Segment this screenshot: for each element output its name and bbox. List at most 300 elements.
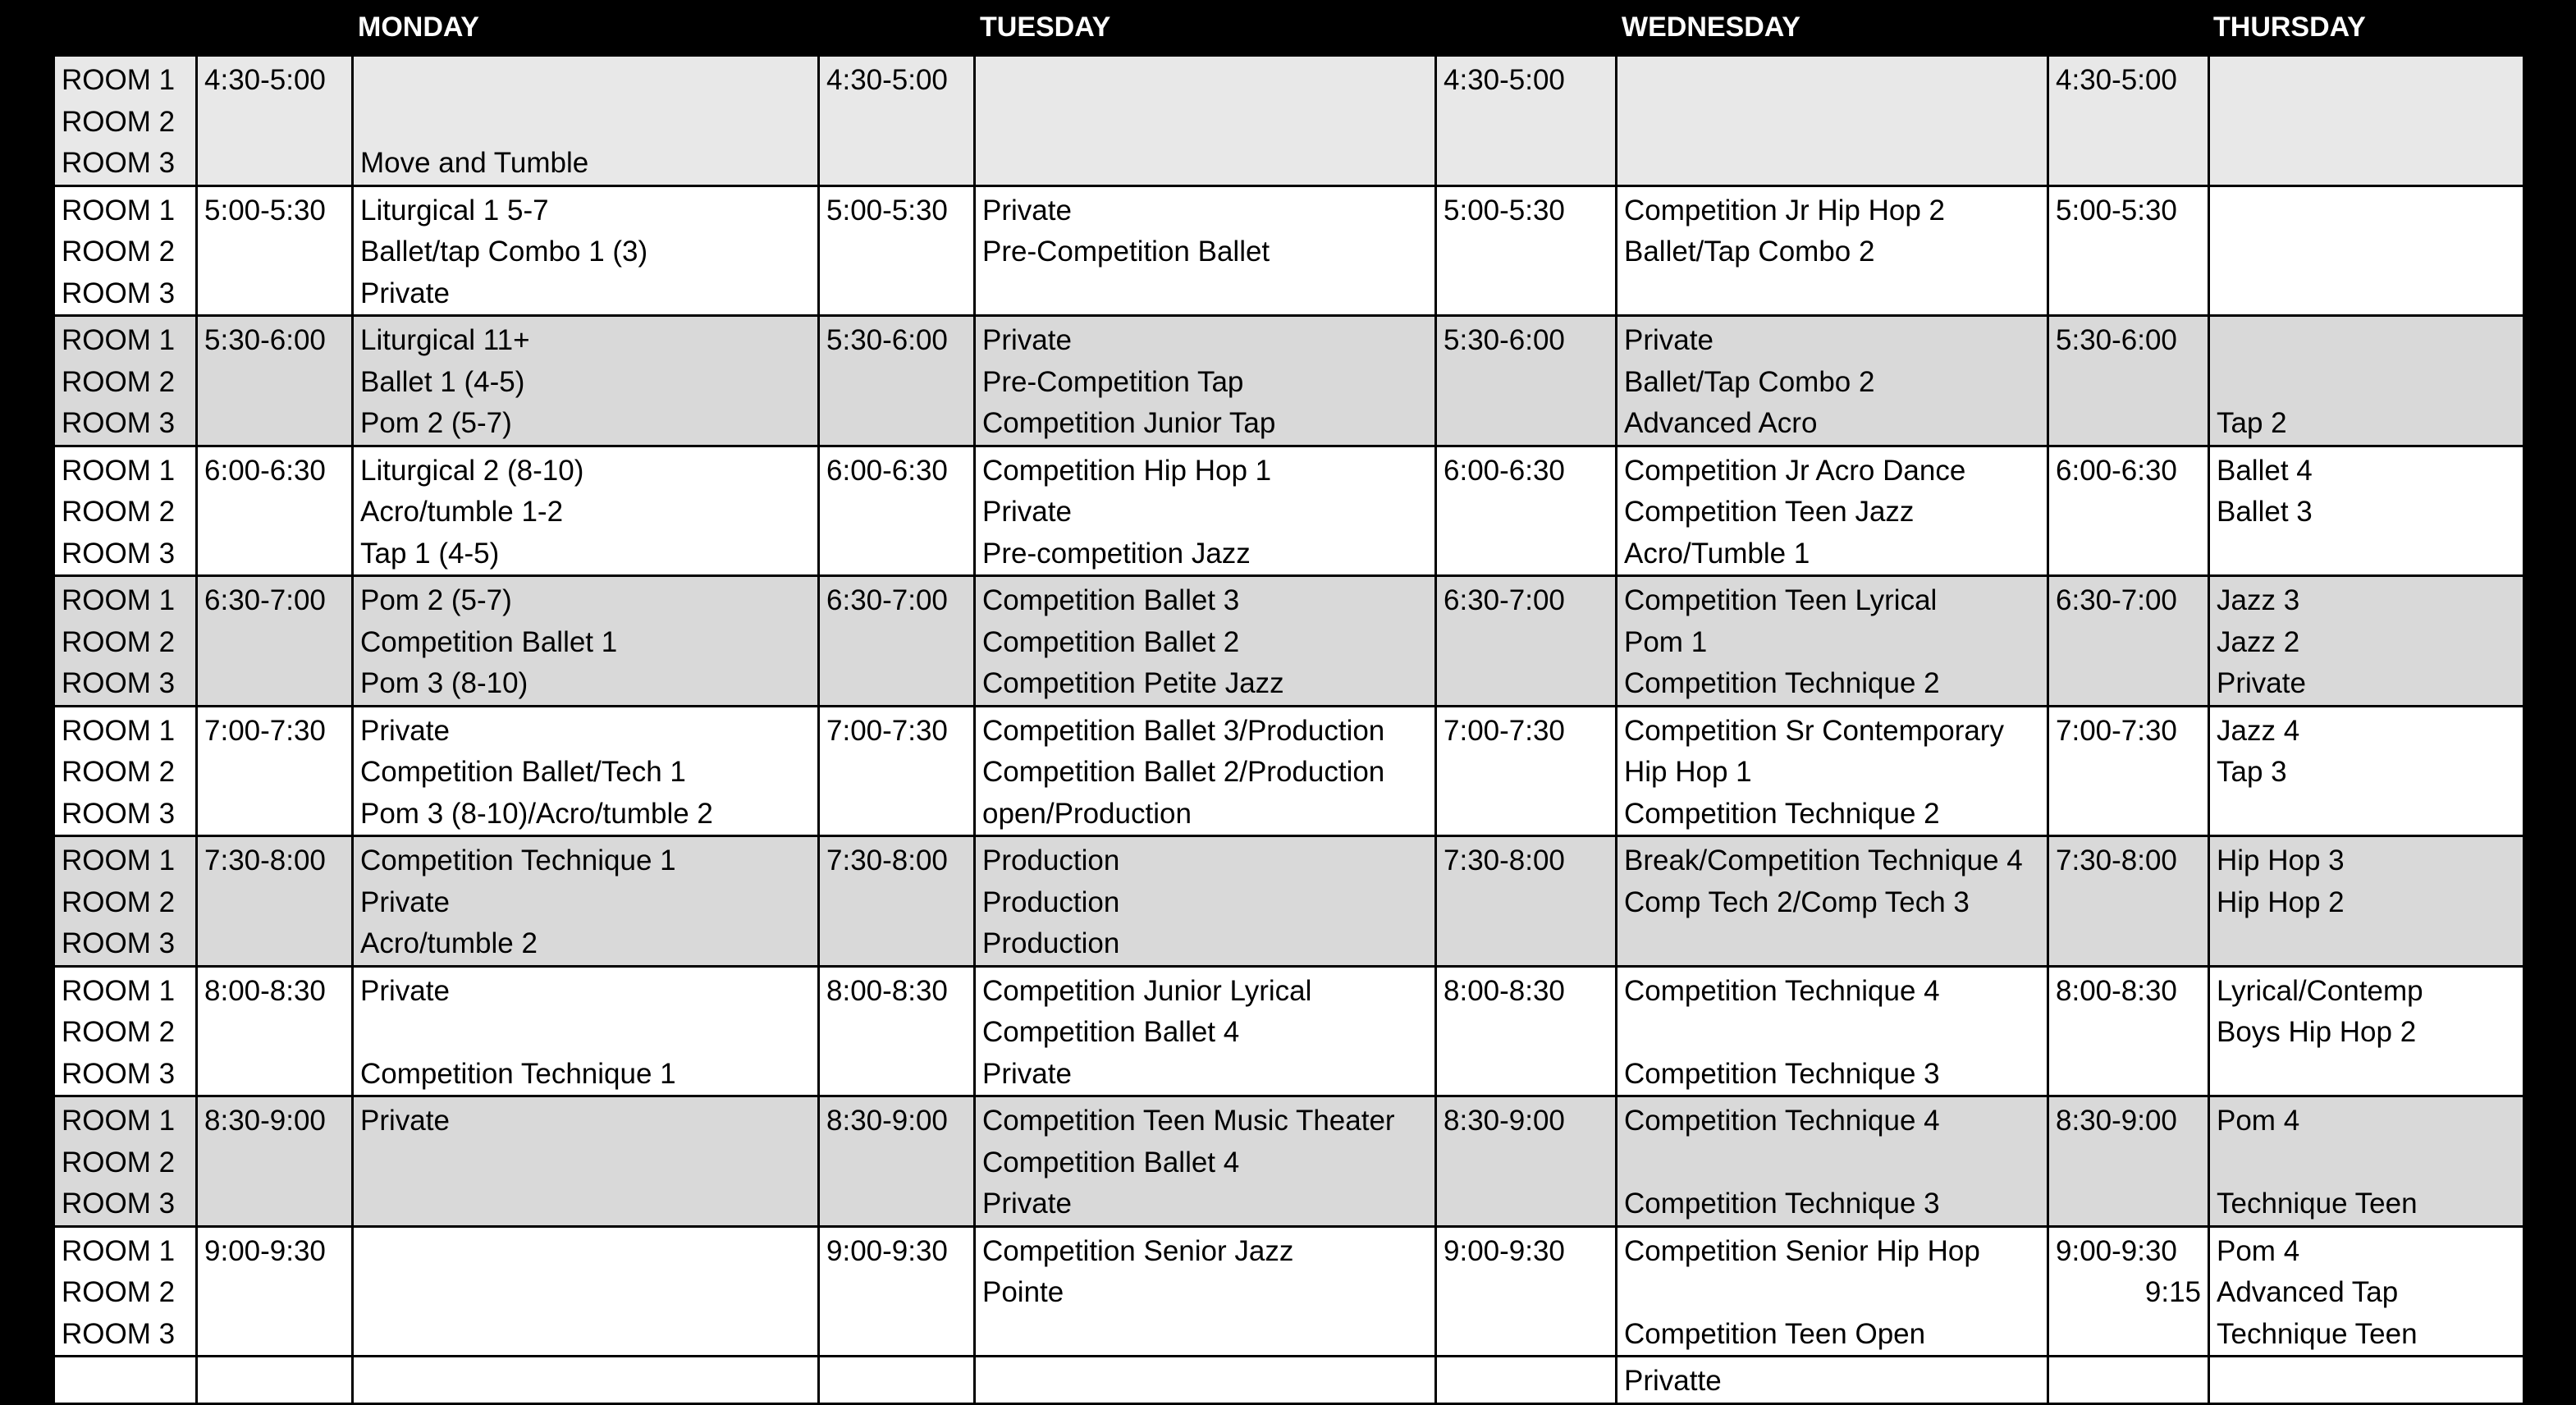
room-label: ROOM 2 bbox=[62, 756, 176, 788]
thursday-time-cell bbox=[2048, 185, 2209, 316]
class-entry: Competition Hip Hop 1 bbox=[982, 454, 1272, 487]
class-entry: Production bbox=[982, 844, 1120, 876]
class-entry: Competition Ballet 4 bbox=[982, 1146, 1240, 1178]
tuesday-class-cell bbox=[975, 706, 1436, 836]
time-slot: 4:30-5:00 bbox=[2056, 64, 2177, 96]
monday-time-cell bbox=[197, 836, 353, 967]
schedule-block bbox=[54, 446, 2524, 576]
wednesday-time-cell bbox=[1436, 185, 1617, 316]
last-row-monday-time-cell bbox=[197, 1357, 353, 1404]
class-entry: Pre-Competition Ballet bbox=[982, 236, 1270, 268]
monday-class-cell bbox=[353, 576, 819, 707]
tuesday-time-cell bbox=[819, 56, 975, 186]
schedule-block bbox=[54, 1096, 2524, 1227]
class-entry: Competition Ballet 4 bbox=[982, 1016, 1240, 1048]
time-slot: 6:00-6:30 bbox=[1444, 454, 1565, 487]
class-entry: Tap 1 (4-5) bbox=[360, 537, 500, 570]
wednesday-class-cell bbox=[1617, 966, 2048, 1096]
tuesday-class-cell bbox=[975, 446, 1436, 576]
time-slot: 9:00-9:30 bbox=[204, 1234, 326, 1267]
class-entry: Competition Ballet 3/Production bbox=[982, 714, 1385, 747]
thursday-time-cell bbox=[2048, 576, 2209, 707]
class-entry bbox=[2217, 231, 2516, 273]
monday-class-cell bbox=[353, 446, 819, 576]
tuesday-time-cell bbox=[819, 185, 975, 316]
schedule-block bbox=[54, 316, 2524, 446]
time-slot: 6:30-7:00 bbox=[826, 584, 948, 616]
class-entry: Hip Hop 3 bbox=[2217, 844, 2345, 876]
monday-class-cell bbox=[353, 966, 819, 1096]
schedule-block bbox=[54, 1226, 2524, 1357]
time-slot: 4:30-5:00 bbox=[204, 64, 326, 96]
room-label: ROOM 3 bbox=[62, 407, 176, 439]
last-row-monday-class-cell bbox=[353, 1357, 819, 1404]
class-entry: Pom 1 bbox=[1624, 625, 1708, 658]
room-cell bbox=[54, 836, 197, 967]
class-entry: Advanced Tap bbox=[2217, 1276, 2399, 1308]
class-entry bbox=[1624, 1012, 2040, 1054]
time-slot: 8:00-8:30 bbox=[2056, 974, 2177, 1007]
room-cell bbox=[54, 1096, 197, 1227]
class-entry: Ballet 1 (4-5) bbox=[360, 365, 525, 398]
thursday-class-cell bbox=[2209, 966, 2524, 1096]
thursday-class-cell bbox=[2209, 446, 2524, 576]
class-entry: Acro/tumble 1-2 bbox=[360, 496, 564, 528]
room-label: ROOM 1 bbox=[62, 454, 176, 487]
room-label: ROOM 1 bbox=[62, 194, 176, 227]
wednesday-time-cell bbox=[1436, 836, 1617, 967]
monday-time-cell bbox=[197, 446, 353, 576]
time-slot: 5:30-6:00 bbox=[2056, 324, 2177, 356]
class-entry: Pom 2 (5-7) bbox=[360, 407, 512, 439]
schedule-table bbox=[53, 54, 2525, 1405]
wednesday-time-cell bbox=[1436, 316, 1617, 446]
tuesday-class-cell bbox=[975, 576, 1436, 707]
class-entry: Private bbox=[360, 277, 450, 309]
class-entry: Private bbox=[2217, 667, 2306, 699]
class-entry: Competition Sr Contemporary bbox=[1624, 714, 2004, 747]
schedule-row-last bbox=[54, 1357, 2524, 1404]
class-entry: Competition Teen Open bbox=[1624, 1317, 1926, 1350]
thursday-time-cell bbox=[2048, 836, 2209, 967]
class-entry: Tap 2 bbox=[2217, 407, 2287, 439]
class-entry: Ballet/Tap Combo 2 bbox=[1624, 236, 1875, 268]
thursday-class-cell bbox=[2209, 836, 2524, 967]
class-entry: Competition Jr Hip Hop 2 bbox=[1624, 194, 1945, 227]
tuesday-class-cell bbox=[975, 1096, 1436, 1227]
thursday-class-cell bbox=[2209, 706, 2524, 836]
class-entry bbox=[2217, 533, 2516, 575]
class-entry: Competition Jr Acro Dance bbox=[1624, 454, 1966, 487]
class-entry: Ballet/tap Combo 1 (3) bbox=[360, 236, 648, 268]
tuesday-time-cell bbox=[819, 706, 975, 836]
wednesday-time-cell bbox=[1436, 576, 1617, 707]
day-header-wednesday: WEDNESDAY bbox=[1622, 11, 1800, 43]
class-entry: Liturgical 1 5-7 bbox=[360, 194, 549, 227]
wednesday-class-cell bbox=[1617, 316, 2048, 446]
class-entry bbox=[1624, 923, 2040, 965]
wednesday-class-cell bbox=[1617, 836, 2048, 967]
class-entry: Competition Technique 1 bbox=[360, 1057, 676, 1090]
class-entry: Liturgical 11+ bbox=[360, 324, 530, 356]
time-slot: 5:00-5:30 bbox=[2056, 194, 2177, 227]
time-slot: 5:00-5:30 bbox=[204, 194, 326, 227]
day-header-monday: MONDAY bbox=[358, 11, 479, 43]
time-slot: 7:30-8:00 bbox=[1444, 844, 1565, 876]
room-cell bbox=[54, 1226, 197, 1357]
room-label: ROOM 3 bbox=[62, 1188, 176, 1220]
tuesday-class-cell bbox=[975, 56, 1436, 186]
class-entry bbox=[360, 1231, 811, 1273]
class-entry bbox=[360, 1012, 811, 1054]
class-entry: Competition Technique 2 bbox=[1624, 667, 1940, 699]
wednesday-class-cell bbox=[1617, 576, 2048, 707]
last-row-wednesday-class-cell bbox=[1617, 1357, 2048, 1404]
last-row-wednesday-class: Privatte bbox=[1624, 1365, 1722, 1397]
class-entry: Acro/Tumble 1 bbox=[1624, 537, 1810, 570]
thursday-time-cell bbox=[2048, 316, 2209, 446]
schedule-block bbox=[54, 56, 2524, 186]
time-slot: 6:00-6:30 bbox=[2056, 454, 2177, 487]
class-entry bbox=[360, 1314, 811, 1356]
tuesday-class-cell bbox=[975, 185, 1436, 316]
time-slot: 7:30-8:00 bbox=[2056, 844, 2177, 876]
room-label: ROOM 2 bbox=[62, 365, 176, 398]
room-label: ROOM 3 bbox=[62, 667, 176, 699]
time-slot: 6:30-7:00 bbox=[2056, 584, 2177, 616]
last-row-room-cell bbox=[54, 1357, 197, 1404]
class-entry: Private bbox=[982, 194, 1072, 227]
class-entry bbox=[1624, 1272, 2040, 1314]
thursday-class-cell bbox=[2209, 56, 2524, 186]
class-entry: Move and Tumble bbox=[360, 147, 589, 179]
thursday-class-cell bbox=[2209, 185, 2524, 316]
class-entry bbox=[2217, 190, 2516, 232]
class-entry bbox=[2217, 273, 2516, 315]
room-label: ROOM 1 bbox=[62, 1105, 176, 1137]
last-row-tuesday-class-cell bbox=[975, 1357, 1436, 1404]
class-entry bbox=[2217, 143, 2516, 185]
time-slot: 8:30-9:00 bbox=[2056, 1105, 2177, 1137]
thursday-class-cell bbox=[2209, 576, 2524, 707]
tuesday-class-cell bbox=[975, 1226, 1436, 1357]
thursday-time-cell bbox=[2048, 706, 2209, 836]
room-label: ROOM 1 bbox=[62, 324, 176, 356]
class-entry: Competition Technique 3 bbox=[1624, 1188, 1940, 1220]
class-entry: Competition Petite Jazz bbox=[982, 667, 1284, 699]
room-cell bbox=[54, 706, 197, 836]
monday-class-cell bbox=[353, 1226, 819, 1357]
class-entry: Competition Technique 1 bbox=[360, 844, 676, 876]
time-slot: 8:00-8:30 bbox=[204, 974, 326, 1007]
time-slot: 9:00-9:30 bbox=[826, 1234, 948, 1267]
monday-class-cell bbox=[353, 836, 819, 967]
wednesday-class-cell bbox=[1617, 446, 2048, 576]
class-entry: Advanced Acro bbox=[1624, 407, 1818, 439]
room-cell bbox=[54, 56, 197, 186]
wednesday-time-cell bbox=[1436, 966, 1617, 1096]
thursday-time-cell bbox=[2048, 1096, 2209, 1227]
class-entry bbox=[1624, 273, 2040, 315]
class-entry: Competition Teen Lyrical bbox=[1624, 584, 1938, 616]
wednesday-time-cell bbox=[1436, 706, 1617, 836]
schedule-body bbox=[54, 56, 2524, 1404]
time-slot: 6:00-6:30 bbox=[826, 454, 948, 487]
class-entry: Pom 3 (8-10) bbox=[360, 667, 528, 699]
tuesday-class-cell bbox=[975, 316, 1436, 446]
class-entry: Pre-competition Jazz bbox=[982, 537, 1251, 570]
class-entry: Ballet 4 bbox=[2217, 454, 2313, 487]
room-label: ROOM 3 bbox=[62, 147, 176, 179]
class-entry bbox=[982, 1314, 1428, 1356]
room-label: ROOM 2 bbox=[62, 625, 176, 658]
time-slot-extra: 9:15 bbox=[2144, 1276, 2201, 1308]
time-slot: 8:00-8:30 bbox=[1444, 974, 1565, 1007]
class-entry bbox=[2217, 1054, 2516, 1096]
class-entry: Production bbox=[982, 927, 1120, 959]
wednesday-time-cell bbox=[1436, 1096, 1617, 1227]
room-label: ROOM 3 bbox=[62, 797, 176, 830]
thursday-class-cell bbox=[2209, 1096, 2524, 1227]
class-entry: Pom 4 bbox=[2217, 1105, 2300, 1137]
room-label: ROOM 2 bbox=[62, 1146, 176, 1178]
class-entry bbox=[2217, 923, 2516, 965]
class-entry: Competition Technique 4 bbox=[1624, 1105, 1940, 1137]
class-entry bbox=[360, 1272, 811, 1314]
room-label: ROOM 3 bbox=[62, 537, 176, 570]
class-entry bbox=[982, 273, 1428, 315]
wednesday-class-cell bbox=[1617, 56, 2048, 186]
time-slot: 6:00-6:30 bbox=[204, 454, 326, 487]
room-label: ROOM 2 bbox=[62, 236, 176, 268]
schedule-block bbox=[54, 706, 2524, 836]
time-slot: 7:00-7:30 bbox=[2056, 714, 2177, 747]
room-label: ROOM 1 bbox=[62, 974, 176, 1007]
tuesday-time-cell bbox=[819, 446, 975, 576]
schedule-block bbox=[54, 836, 2524, 967]
schedule-block bbox=[54, 185, 2524, 316]
time-slot: 7:30-8:00 bbox=[826, 844, 948, 876]
class-entry: Production bbox=[982, 886, 1120, 918]
tuesday-class-cell bbox=[975, 836, 1436, 967]
class-entry bbox=[1624, 143, 2040, 185]
class-entry: Competition Junior Tap bbox=[982, 407, 1276, 439]
time-slot: 4:30-5:00 bbox=[826, 64, 948, 96]
tuesday-class-cell bbox=[975, 966, 1436, 1096]
class-entry bbox=[982, 143, 1428, 185]
monday-class-cell bbox=[353, 706, 819, 836]
tuesday-time-cell bbox=[819, 316, 975, 446]
class-entry bbox=[1624, 102, 2040, 144]
last-row-wednesday-time-cell bbox=[1436, 1357, 1617, 1404]
monday-time-cell bbox=[197, 706, 353, 836]
class-entry bbox=[1624, 60, 2040, 102]
class-entry: Private bbox=[982, 324, 1072, 356]
schedule-block bbox=[54, 966, 2524, 1096]
class-entry: Pre-Competition Tap bbox=[982, 365, 1244, 398]
class-entry: Hip Hop 2 bbox=[2217, 886, 2345, 918]
room-cell bbox=[54, 185, 197, 316]
time-slot: 8:30-9:00 bbox=[826, 1105, 948, 1137]
class-entry: Competition Technique 4 bbox=[1624, 974, 1940, 1007]
time-slot: 8:30-9:00 bbox=[204, 1105, 326, 1137]
class-entry: Competition Teen Music Theater bbox=[982, 1105, 1395, 1137]
time-slot: 9:00-9:30 bbox=[1444, 1234, 1565, 1267]
time-slot: 5:30-6:00 bbox=[826, 324, 948, 356]
wednesday-time-cell bbox=[1436, 1226, 1617, 1357]
time-slot: 5:30-6:00 bbox=[1444, 324, 1565, 356]
room-label: ROOM 1 bbox=[62, 714, 176, 747]
time-slot: 9:00-9:30 bbox=[2056, 1234, 2177, 1267]
class-entry bbox=[2217, 362, 2516, 404]
monday-time-cell bbox=[197, 185, 353, 316]
time-slot: 8:00-8:30 bbox=[826, 974, 948, 1007]
class-entry: Private bbox=[982, 1188, 1072, 1220]
room-label: ROOM 1 bbox=[62, 584, 176, 616]
room-label: ROOM 3 bbox=[62, 277, 176, 309]
room-label: ROOM 3 bbox=[62, 1317, 176, 1350]
time-slot: 6:30-7:00 bbox=[1444, 584, 1565, 616]
class-entry bbox=[2217, 794, 2516, 835]
monday-time-cell bbox=[197, 576, 353, 707]
class-entry bbox=[982, 102, 1428, 144]
thursday-class-cell bbox=[2209, 316, 2524, 446]
day-header-row bbox=[0, 0, 2576, 54]
day-header-tuesday: TUESDAY bbox=[980, 11, 1111, 43]
class-entry: Technique Teen bbox=[2217, 1188, 2418, 1220]
time-slot: 5:00-5:30 bbox=[1444, 194, 1565, 227]
class-entry: Liturgical 2 (8-10) bbox=[360, 454, 584, 487]
room-label: ROOM 2 bbox=[62, 496, 176, 528]
thursday-class-cell bbox=[2209, 1226, 2524, 1357]
class-entry: Jazz 3 bbox=[2217, 584, 2300, 616]
wednesday-class-cell bbox=[1617, 1226, 2048, 1357]
class-entry bbox=[1624, 1142, 2040, 1184]
wednesday-time-cell bbox=[1436, 446, 1617, 576]
class-entry: Private bbox=[360, 714, 450, 747]
room-label: ROOM 2 bbox=[62, 1276, 176, 1308]
class-entry: Pom 2 (5-7) bbox=[360, 584, 512, 616]
wednesday-class-cell bbox=[1617, 706, 2048, 836]
room-label: ROOM 2 bbox=[62, 886, 176, 918]
time-slot: 4:30-5:00 bbox=[1444, 64, 1565, 96]
room-label: ROOM 3 bbox=[62, 1057, 176, 1090]
class-entry bbox=[360, 1142, 811, 1184]
class-entry: Competition Ballet 2 bbox=[982, 625, 1240, 658]
class-entry: Private bbox=[1624, 324, 1714, 356]
class-entry: Tap 3 bbox=[2217, 756, 2287, 788]
room-label: ROOM 3 bbox=[62, 927, 176, 959]
tuesday-time-cell bbox=[819, 836, 975, 967]
tuesday-time-cell bbox=[819, 1226, 975, 1357]
tuesday-time-cell bbox=[819, 1096, 975, 1227]
class-entry: Private bbox=[982, 496, 1072, 528]
last-row-thursday-class-cell bbox=[2209, 1357, 2524, 1404]
class-entry: Competition Technique 2 bbox=[1624, 797, 1940, 830]
class-entry bbox=[2217, 60, 2516, 102]
class-entry: Competition Ballet 2/Production bbox=[982, 756, 1385, 788]
class-entry: Ballet 3 bbox=[2217, 496, 2313, 528]
monday-class-cell bbox=[353, 56, 819, 186]
time-slot: 7:00-7:30 bbox=[826, 714, 948, 747]
monday-class-cell bbox=[353, 1096, 819, 1227]
wednesday-time-cell bbox=[1436, 56, 1617, 186]
class-entry bbox=[2217, 1142, 2516, 1184]
time-slot: 5:30-6:00 bbox=[204, 324, 326, 356]
time-slot: 5:00-5:30 bbox=[826, 194, 948, 227]
class-entry: Private bbox=[982, 1057, 1072, 1090]
room-label: ROOM 2 bbox=[62, 105, 176, 138]
schedule-block bbox=[54, 576, 2524, 707]
class-entry: Hip Hop 1 bbox=[1624, 756, 1752, 788]
wednesday-class-cell bbox=[1617, 185, 2048, 316]
class-entry: Jazz 4 bbox=[2217, 714, 2300, 747]
class-entry: Competition Senior Jazz bbox=[982, 1234, 1294, 1267]
last-row-thursday-time-cell bbox=[2048, 1357, 2209, 1404]
room-label: ROOM 1 bbox=[62, 844, 176, 876]
class-entry bbox=[360, 60, 811, 102]
class-entry: Boys Hip Hop 2 bbox=[2217, 1016, 2417, 1048]
class-entry: Competition Senior Hip Hop bbox=[1624, 1234, 1980, 1267]
tuesday-time-cell bbox=[819, 576, 975, 707]
class-entry: Private bbox=[360, 974, 450, 1007]
class-entry: Pointe bbox=[982, 1276, 1064, 1308]
class-entry: Competition Ballet 3 bbox=[982, 584, 1240, 616]
class-entry bbox=[2217, 102, 2516, 144]
class-entry: Private bbox=[360, 886, 450, 918]
monday-time-cell bbox=[197, 1226, 353, 1357]
class-entry: Competition Ballet/Tech 1 bbox=[360, 756, 686, 788]
tuesday-time-cell bbox=[819, 966, 975, 1096]
room-cell bbox=[54, 316, 197, 446]
class-entry: Private bbox=[360, 1105, 450, 1137]
class-entry: Pom 4 bbox=[2217, 1234, 2300, 1267]
last-row-tuesday-time-cell bbox=[819, 1357, 975, 1404]
day-header-thursday: THURSDAY bbox=[2213, 11, 2366, 43]
time-slot: 7:30-8:00 bbox=[204, 844, 326, 876]
room-cell bbox=[54, 446, 197, 576]
class-entry: Break/Competition Technique 4 bbox=[1624, 844, 2023, 876]
time-slot: 7:00-7:30 bbox=[204, 714, 326, 747]
class-entry: Competition Technique 3 bbox=[1624, 1057, 1940, 1090]
class-entry bbox=[360, 1183, 811, 1225]
monday-class-cell bbox=[353, 185, 819, 316]
time-slot: 8:30-9:00 bbox=[1444, 1105, 1565, 1137]
thursday-time-cell bbox=[2048, 966, 2209, 1096]
wednesday-class-cell bbox=[1617, 1096, 2048, 1227]
room-cell bbox=[54, 576, 197, 707]
thursday-time-cell bbox=[2048, 56, 2209, 186]
monday-time-cell bbox=[197, 316, 353, 446]
time-slot: 7:00-7:30 bbox=[1444, 714, 1565, 747]
class-entry: Technique Teen bbox=[2217, 1317, 2418, 1350]
room-cell bbox=[54, 966, 197, 1096]
class-entry: Competition Junior Lyrical bbox=[982, 974, 1312, 1007]
class-entry: Competition Ballet 1 bbox=[360, 625, 618, 658]
time-slot: 6:30-7:00 bbox=[204, 584, 326, 616]
class-entry bbox=[2217, 320, 2516, 362]
class-entry: Acro/tumble 2 bbox=[360, 927, 538, 959]
class-entry: Ballet/Tap Combo 2 bbox=[1624, 365, 1875, 398]
room-label: ROOM 1 bbox=[62, 1234, 176, 1267]
class-entry: Lyrical/Contemp bbox=[2217, 974, 2423, 1007]
room-label: ROOM 2 bbox=[62, 1016, 176, 1048]
class-entry: Pom 3 (8-10)/Acro/tumble 2 bbox=[360, 797, 713, 830]
class-entry: open/Production bbox=[982, 797, 1192, 830]
thursday-time-cell bbox=[2048, 446, 2209, 576]
class-entry: Competition Teen Jazz bbox=[1624, 496, 1915, 528]
room-label: ROOM 1 bbox=[62, 64, 176, 96]
